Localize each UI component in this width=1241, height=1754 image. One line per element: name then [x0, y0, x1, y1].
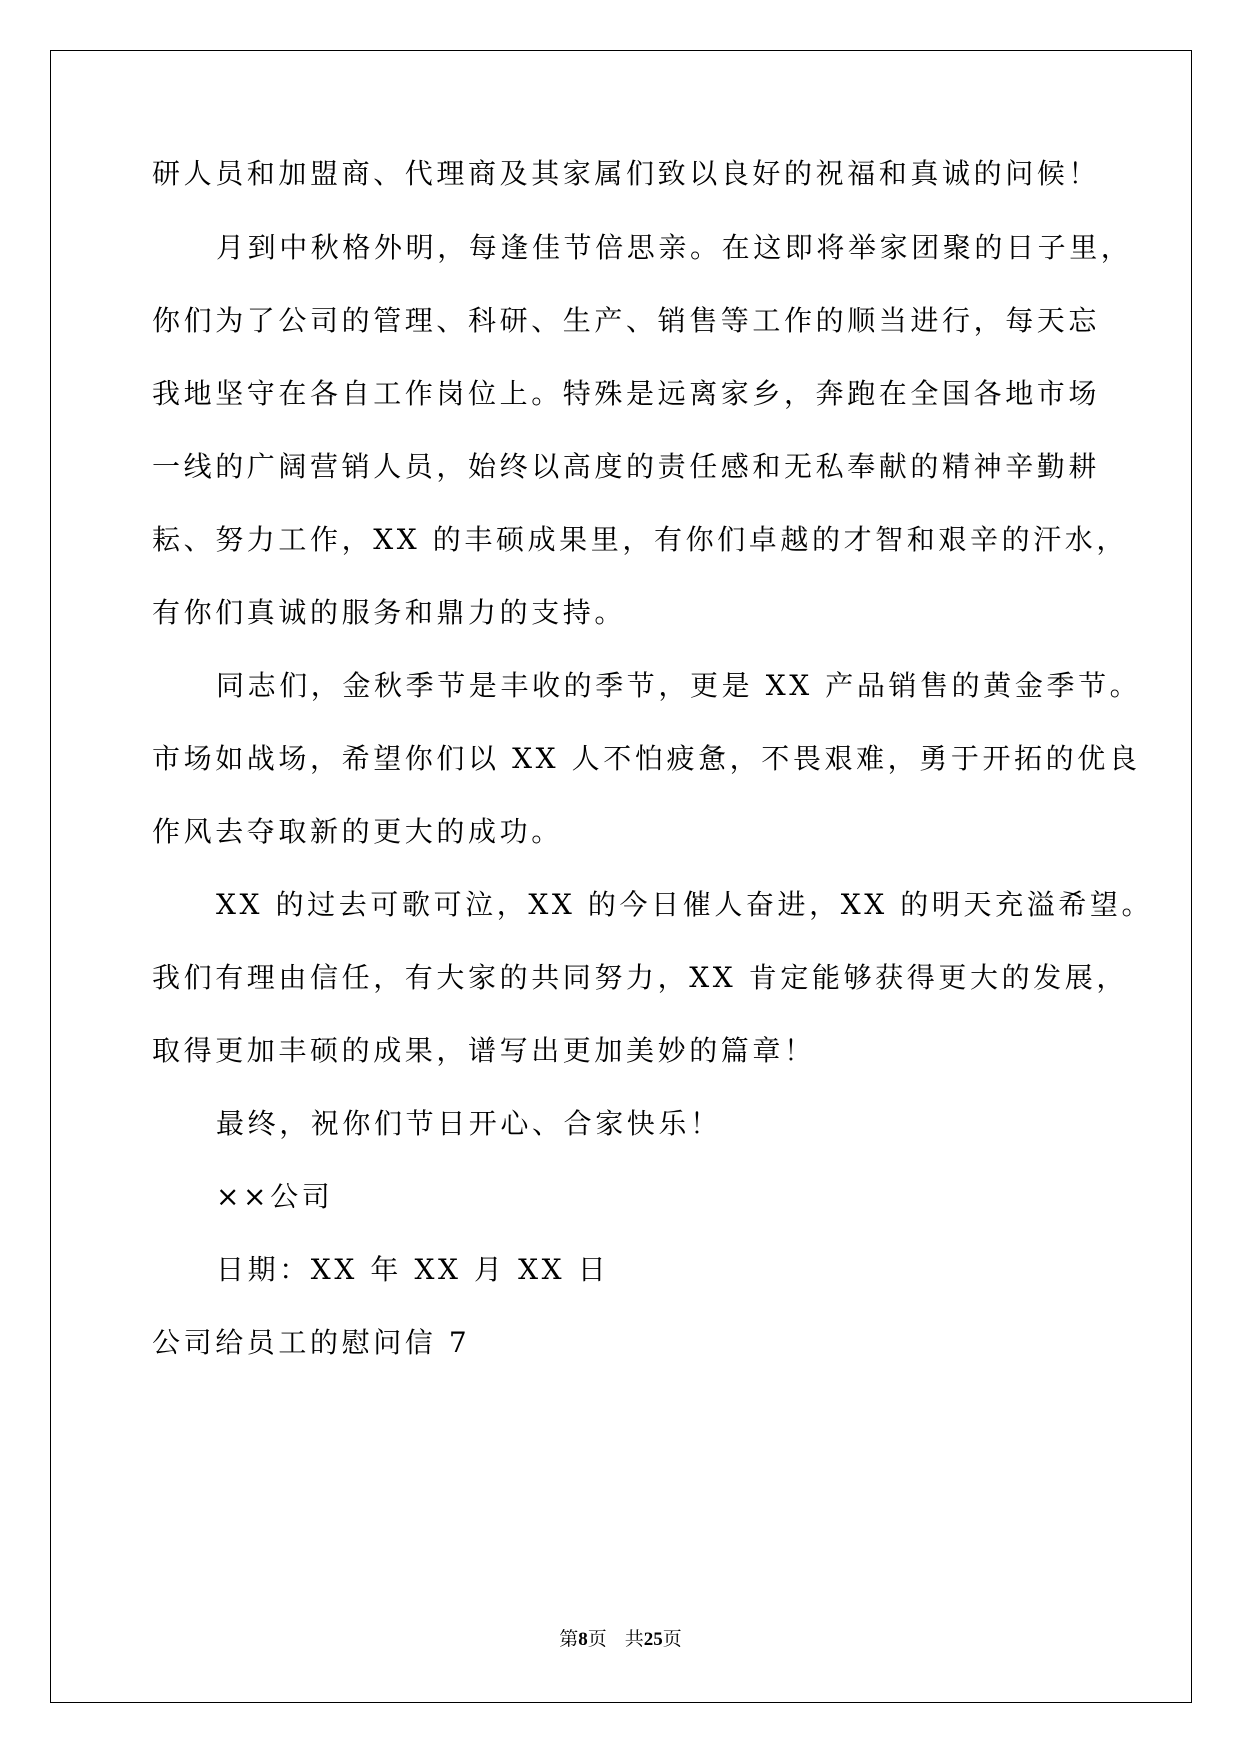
- body-line: 作风去夺取新的更大的成功。: [152, 815, 563, 848]
- body-line: 研人员和加盟商、代理商及其家属们致以良好的祝福和真诚的问候！: [152, 157, 1101, 190]
- paragraph-start-line: 同志们，金秋季节是丰收的季节，更是 XX 产品销售的黄金季节。: [216, 669, 1142, 702]
- body-line: 市场如战场，希望你们以 XX 人不怕疲惫，不畏艰难，勇于开拓的优良: [152, 742, 1141, 775]
- body-line: 一线的广阔营销人员，始终以高度的责任感和无私奉献的精神辛勤耕: [152, 450, 1101, 483]
- page-total: 25: [643, 1629, 663, 1650]
- body-line: 取得更加丰硕的成果，谱写出更加美妙的篇章！: [152, 1034, 816, 1067]
- page-suffix: 页: [587, 1629, 607, 1650]
- signature-date: 日期：XX 年 XX 月 XX 日: [216, 1253, 610, 1286]
- body-line: 你们为了公司的管理、科研、生产、销售等工作的顺当进行，每天忘: [152, 304, 1101, 337]
- body-line: 耘、努力工作，XX 的丰硕成果里，有你们卓越的才智和艰辛的汗水，: [152, 523, 1128, 556]
- body-line: 有你们真诚的服务和鼎力的支持。: [152, 596, 627, 629]
- section-heading: 公司给员工的慰问信 7: [152, 1326, 471, 1359]
- closing-line: 最终，祝你们节日开心、合家快乐！: [216, 1107, 722, 1140]
- page-prefix: 第: [559, 1629, 579, 1650]
- body-line: 我地坚守在各自工作岗位上。特殊是远离家乡，奔跑在全国各地市场: [152, 377, 1101, 410]
- body-line: 我们有理由信任，有大家的共同努力，XX 肯定能够获得更大的发展，: [152, 961, 1128, 994]
- page-current: 8: [578, 1629, 588, 1650]
- page-footer: [0, 1628, 1241, 1652]
- page-border: [50, 50, 1192, 1703]
- total-suffix: 页: [662, 1629, 682, 1650]
- signature-company: ××公司: [216, 1180, 334, 1213]
- paragraph-start-line: XX 的过去可歌可泣，XX 的今日催人奋进，XX 的明天充溢希望。: [216, 888, 1154, 921]
- paragraph-start-line: 月到中秋格外明，每逢佳节倍思亲。在这即将举家团聚的日子里，: [216, 231, 1133, 264]
- total-prefix: 共: [624, 1629, 644, 1650]
